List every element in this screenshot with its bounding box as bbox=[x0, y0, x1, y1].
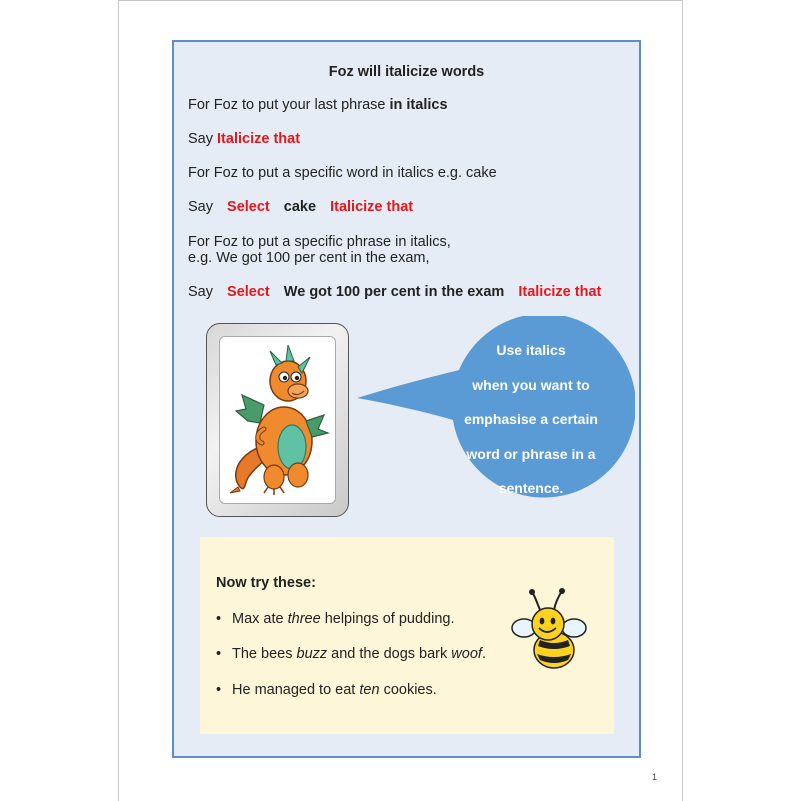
instruction-last-phrase bbox=[188, 97, 448, 113]
dragon-card-inner bbox=[219, 336, 336, 504]
bubble-line: word or phrase in a bbox=[466, 445, 596, 462]
bubble-line: Use italics bbox=[496, 342, 566, 358]
say-label: Say bbox=[188, 199, 213, 215]
bullet-icon: • bbox=[216, 682, 222, 698]
item-text: cookies. bbox=[379, 682, 437, 698]
command-italicize: Italicize that bbox=[330, 199, 414, 215]
item-text: He managed to eat bbox=[232, 682, 360, 698]
try-these-title: Now try these: bbox=[216, 575, 316, 591]
dragon-illustration bbox=[220, 337, 336, 504]
say-command-2 bbox=[188, 199, 413, 215]
command-italicize: Italicize that bbox=[518, 284, 602, 300]
command-select: Select bbox=[227, 284, 270, 300]
list-item bbox=[216, 646, 486, 662]
item-italic: woof bbox=[451, 646, 482, 662]
command-italicize: Italicize that bbox=[217, 131, 301, 147]
say-label: Say bbox=[188, 284, 213, 300]
bullet-icon: • bbox=[216, 611, 222, 627]
list-item bbox=[216, 611, 455, 627]
dragon-card bbox=[206, 323, 349, 517]
item-text: . bbox=[481, 646, 486, 662]
instruction-bold: in italics bbox=[389, 97, 448, 113]
target-phrase: We got 100 per cent in the exam bbox=[283, 284, 505, 300]
command-select: Select bbox=[227, 199, 270, 215]
bee-icon bbox=[510, 588, 592, 674]
item-text: helpings of pudding. bbox=[320, 611, 455, 627]
say-label: Say bbox=[188, 131, 213, 147]
say-command-1 bbox=[188, 131, 300, 147]
list-item bbox=[216, 682, 437, 698]
item-text: Max ate bbox=[232, 611, 288, 627]
bubble-line: sentence. bbox=[498, 480, 564, 496]
item-italic: three bbox=[287, 611, 321, 627]
page-number: 1 bbox=[652, 772, 658, 782]
instruction-specific-phrase-2: e.g. We got 100 per cent in the exam, bbox=[188, 250, 430, 266]
say-command-3 bbox=[188, 284, 601, 300]
item-italic: buzz bbox=[296, 646, 328, 662]
instruction-specific-word: For Foz to put a specific word in italics e.g. cake bbox=[188, 165, 497, 181]
bubble-text bbox=[440, 333, 622, 506]
bubble-line: emphasise a certain bbox=[464, 411, 598, 427]
page-heading: Foz will italicize words bbox=[328, 64, 485, 80]
item-italic: ten bbox=[359, 682, 380, 698]
bullet-icon: • bbox=[216, 646, 222, 662]
instruction-text: For Foz to put your last phrase bbox=[188, 97, 386, 113]
item-text: and the dogs bark bbox=[327, 646, 452, 662]
bubble-line: when you want to bbox=[472, 376, 590, 393]
instruction-specific-phrase-1: For Foz to put a specific phrase in italics, bbox=[188, 234, 451, 250]
target-word: cake bbox=[283, 199, 317, 215]
item-text: The bees bbox=[232, 646, 297, 662]
